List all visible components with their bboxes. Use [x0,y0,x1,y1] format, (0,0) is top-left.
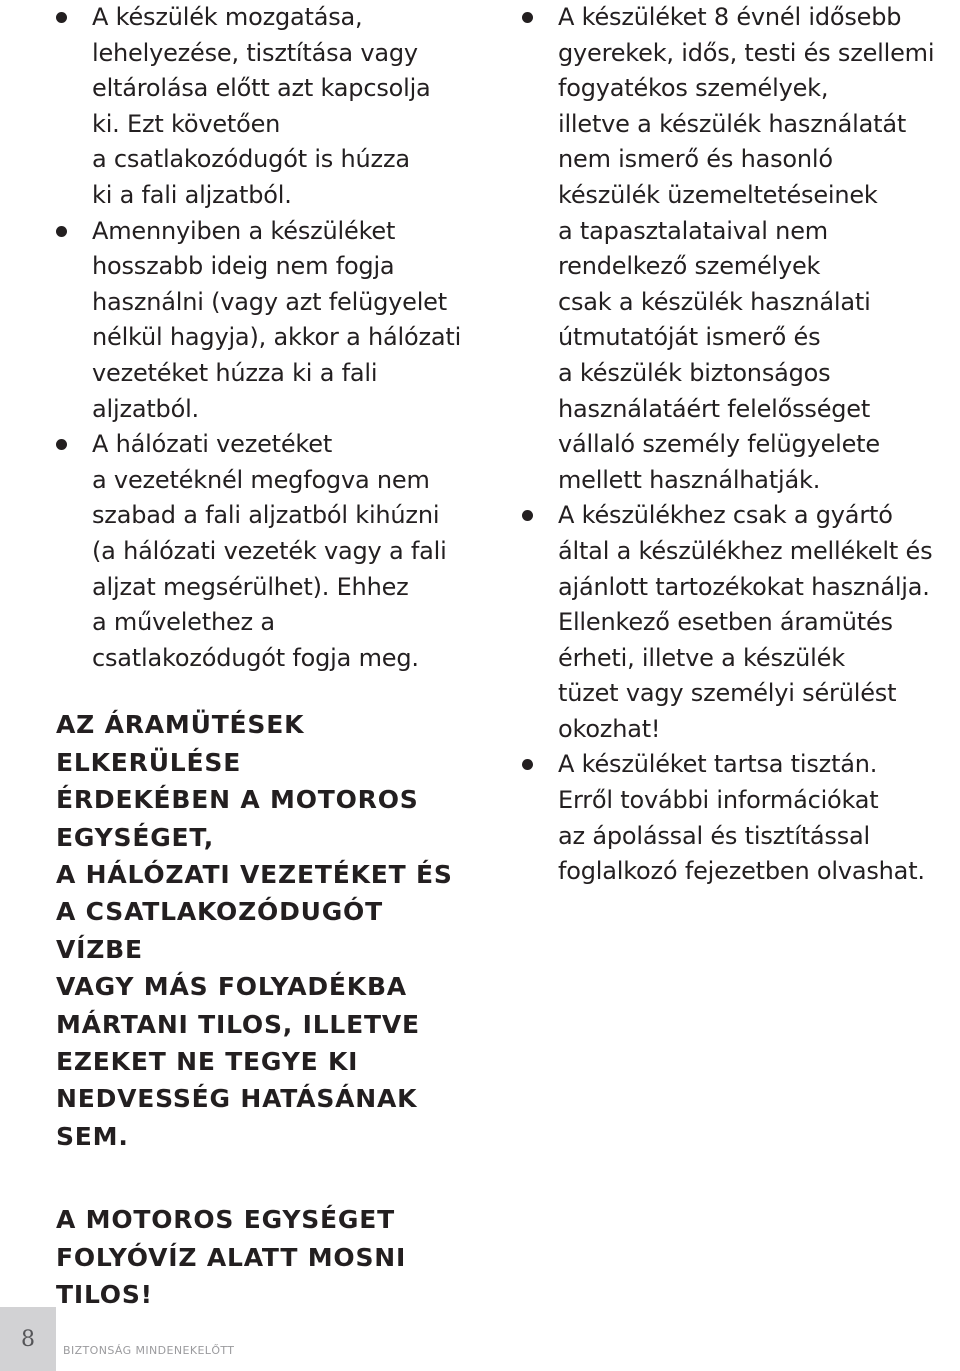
list-item [522,747,960,889]
list-item [522,498,960,747]
list-item-text: A készülékhez csak a gyártó által a készülékhez mellékelt és ajánlott tartozékokat használja. Ellenkező esetben áramütés érheti, illetve a készülék tüzet vagy személyi sérülést okozhat! [558,501,933,743]
running-water-warning: A MOTOROS EGYSÉGET FOLYÓVÍZ ALATT MOSNI TILOS! [56,1205,407,1309]
list-item [522,0,960,498]
page-number: 8 [0,1307,56,1371]
list-item-text: A készüléket tartsa tisztán. Erről további információkat az ápolással és tisztítással foglalkozó fejezetben olvashat. [558,750,925,886]
list-item-text: A készüléket 8 évnél idősebb gyerekek, idős, testi és szellemi fogyatékos személyek, illetve a készülék használatát nem ismerő és hasonló készülék üzemeltetéseinek a tapasztalataival nem rendelkező személyek csak a készülék használati útmutatóját ismerő és a készülék biztonságos használatáért felelősséget vállaló személy felügyelete mellett használhatják. [558,3,935,494]
right-bullet-list [522,0,960,890]
list-item [56,427,476,676]
bullet-icon [522,510,533,521]
section-title: BIZTONSÁG MINDENEKELŐTT [63,1344,235,1357]
bullet-icon [522,12,533,23]
left-column [56,0,476,1313]
list-item-text: A készülék mozgatása, lehelyezése, tisztítása vagy eltárolása előtt azt kapcsolja ki. Ezt követően a csatlakozódugót is húzza ki a fali aljzatból. [92,3,431,209]
bullet-icon [522,759,533,770]
bullet-icon [56,12,67,23]
list-item [56,214,476,428]
electric-shock-warning: AZ ÁRAMÜTÉSEK ELKERÜLÉSE ÉRDEKÉBEN A MOTOROS EGYSÉGET, A HÁLÓZATI VEZETÉKET ÉS A CSATLAKOZÓDUGÓT VÍZBE VAGY MÁS FOLYADÉKBA MÁRTANI TILOS, ILLETVE EZEKET NE TEGYE KI NEDVESSÉG HATÁSÁNAK SEM. [56,710,453,1151]
list-item [56,0,476,214]
bullet-icon [56,439,67,450]
page-footer [0,1307,960,1371]
left-bullet-list [56,0,476,676]
bullet-icon [56,226,67,237]
list-item-text: Amennyiben a készüléket hosszabb ideig nem fogja használni (vagy azt felügyelet nélkül hagyja), akkor a hálózati vezetéket húzza ki a fali aljzatból. [92,216,462,423]
right-column [522,0,960,890]
list-item-text: A hálózati vezetéket a vezetéknél megfogva nem szabad a fali aljzatból kihúzni (a hálózati vezeték vagy a fali aljzat megsérülhet). Ehhez a művelethez a csatlakozódugót fogja meg. [92,430,447,672]
